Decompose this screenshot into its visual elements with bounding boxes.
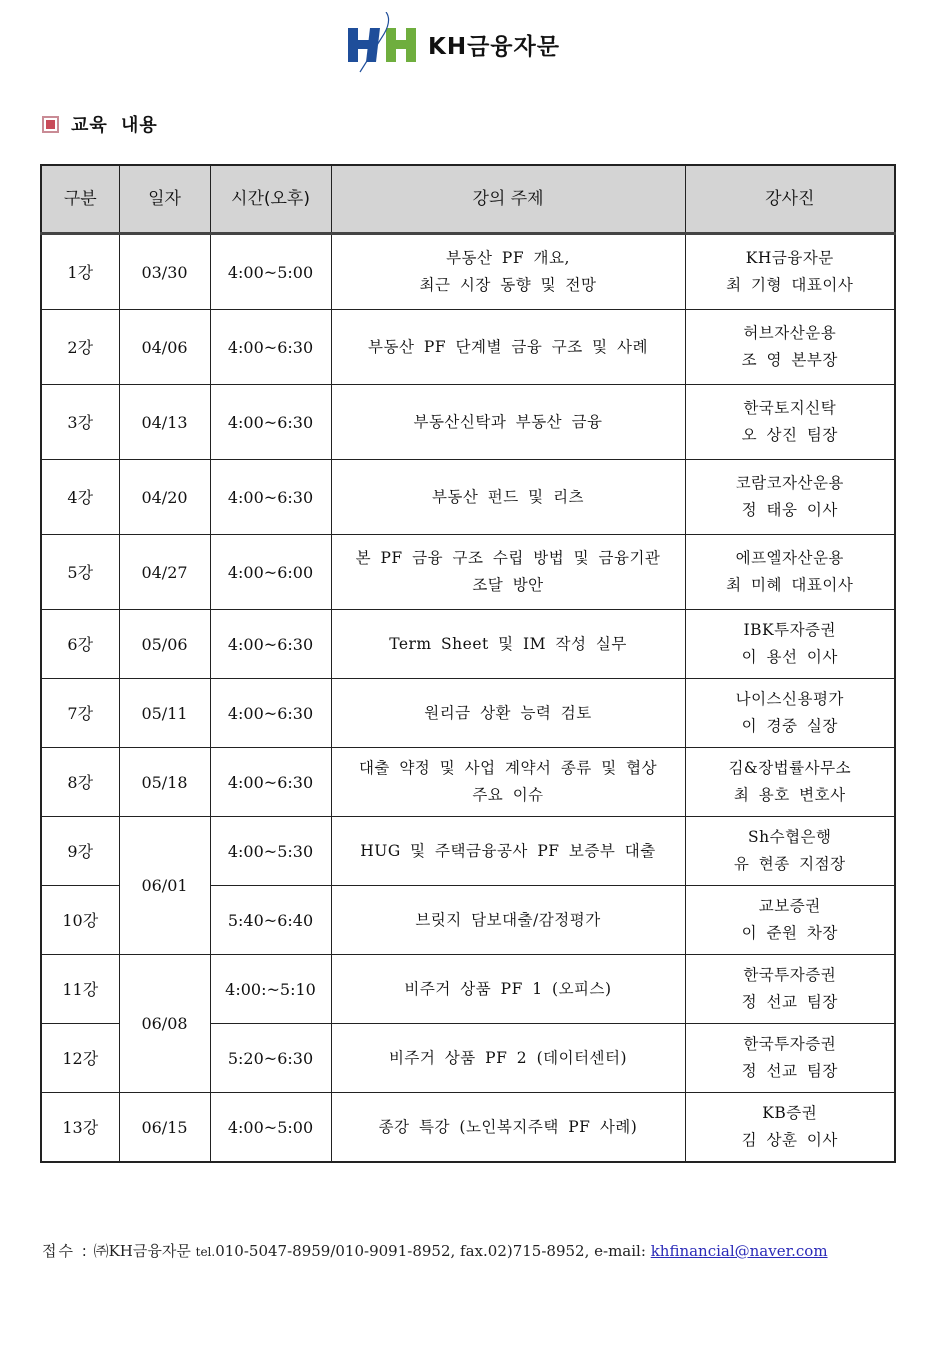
logo-company-name: KH금융자문 xyxy=(428,34,560,60)
lecture-time: 4:00~6:30 xyxy=(210,679,331,748)
lecture-topic: 비주거 상품 PF 1 (오피스) xyxy=(331,955,685,1024)
lecture-topic: 대출 약정 및 사업 계약서 종류 및 협상 주요 이슈 xyxy=(331,748,685,817)
lecture-no: 5강 xyxy=(41,535,119,610)
lecture-instructor: KB증권 김 상훈 이사 xyxy=(685,1093,895,1163)
table-row xyxy=(41,817,895,886)
lecture-instructor: 허브자산운용 조 영 본부장 xyxy=(685,310,895,385)
square-bullet-icon xyxy=(42,116,59,133)
table-row xyxy=(41,234,895,310)
lecture-instructor: Sh수협은행 유 현종 지점장 xyxy=(685,817,895,886)
lecture-instructor: 한국투자증권 정 선교 팀장 xyxy=(685,1024,895,1093)
table-row xyxy=(41,385,895,460)
lecture-topic: 비주거 상품 PF 2 (데이터센터) xyxy=(331,1024,685,1093)
section-heading xyxy=(42,111,158,137)
lecture-time: 5:40~6:40 xyxy=(210,886,331,955)
table-row xyxy=(41,535,895,610)
lecture-no: 11강 xyxy=(41,955,119,1024)
lecture-instructor: 한국토지신탁 오 상진 팀장 xyxy=(685,385,895,460)
lecture-no: 1강 xyxy=(41,234,119,310)
lecture-topic: 부동산 PF 개요, 최근 시장 동향 및 전망 xyxy=(331,234,685,310)
lecture-date: 04/06 xyxy=(119,310,210,385)
lecture-time: 4:00~6:30 xyxy=(210,460,331,535)
lecture-topic: 원리금 상환 능력 검토 xyxy=(331,679,685,748)
lecture-date: 05/18 xyxy=(119,748,210,817)
lecture-no: 3강 xyxy=(41,385,119,460)
lecture-topic: 부동산 펀드 및 리츠 xyxy=(331,460,685,535)
footer-tel: 010-5047-8959/010-9091-8952, xyxy=(215,1242,456,1260)
section-title: 교육 내용 xyxy=(71,115,158,136)
lecture-topic: 종강 특강 (노인복지주택 PF 사례) xyxy=(331,1093,685,1163)
lecture-time: 4:00:~5:10 xyxy=(210,955,331,1024)
lecture-no: 6강 xyxy=(41,610,119,679)
table-row xyxy=(41,1093,895,1163)
lecture-instructor: 한국투자증권 정 선교 팀장 xyxy=(685,955,895,1024)
table-row xyxy=(41,955,895,1024)
lecture-date: 04/20 xyxy=(119,460,210,535)
lecture-instructor: 교보증권 이 준원 차장 xyxy=(685,886,895,955)
email-link[interactable]: khfinancial@naver.com xyxy=(650,1242,828,1260)
col-header-topic: 강의 주제 xyxy=(331,165,685,234)
lecture-topic: 본 PF 금융 구조 수립 방법 및 금융기관 조달 방안 xyxy=(331,535,685,610)
lecture-time: 4:00~6:30 xyxy=(210,610,331,679)
lecture-topic: 부동산신탁과 부동산 금융 xyxy=(331,385,685,460)
lecture-time: 4:00~5:00 xyxy=(210,1093,331,1163)
lecture-date: 06/15 xyxy=(119,1093,210,1163)
lecture-time: 5:20~6:30 xyxy=(210,1024,331,1093)
lecture-topic: 브릿지 담보대출/감정평가 xyxy=(331,886,685,955)
col-header-time: 시간(오후) xyxy=(210,165,331,234)
lecture-time: 4:00~5:30 xyxy=(210,817,331,886)
lecture-date: 06/08 xyxy=(119,955,210,1093)
lecture-time: 4:00~6:00 xyxy=(210,535,331,610)
contact-footer xyxy=(42,1240,828,1261)
lecture-date: 05/11 xyxy=(119,679,210,748)
lecture-no: 12강 xyxy=(41,1024,119,1093)
lecture-date: 04/13 xyxy=(119,385,210,460)
footer-tel-prefix: tel. xyxy=(195,1245,216,1259)
lecture-instructor: KH금융자문 최 기형 대표이사 xyxy=(685,234,895,310)
footer-company: ㈜KH금융자문 xyxy=(93,1242,191,1260)
lecture-date: 04/27 xyxy=(119,535,210,610)
lecture-no: 2강 xyxy=(41,310,119,385)
lecture-no: 13강 xyxy=(41,1093,119,1163)
col-header-date: 일자 xyxy=(119,165,210,234)
lecture-no: 8강 xyxy=(41,748,119,817)
lecture-no: 4강 xyxy=(41,460,119,535)
lecture-date: 06/01 xyxy=(119,817,210,955)
lecture-no: 10강 xyxy=(41,886,119,955)
table-row xyxy=(41,460,895,535)
lecture-time: 4:00~6:30 xyxy=(210,385,331,460)
col-header-instructor: 강사진 xyxy=(685,165,895,234)
lecture-time: 4:00~5:00 xyxy=(210,234,331,310)
lecture-no: 9강 xyxy=(41,817,119,886)
lecture-time: 4:00~6:30 xyxy=(210,310,331,385)
table-row xyxy=(41,679,895,748)
lecture-instructor: 김&장법률사무소 최 용호 변호사 xyxy=(685,748,895,817)
kh-logo-mark-icon xyxy=(346,12,420,74)
lecture-date: 03/30 xyxy=(119,234,210,310)
lecture-instructor: 에프엘자산운용 최 미혜 대표이사 xyxy=(685,535,895,610)
course-schedule-table xyxy=(40,164,896,1163)
col-header-no: 구분 xyxy=(41,165,119,234)
lecture-topic: HUG 및 주택금융공사 PF 보증부 대출 xyxy=(331,817,685,886)
lecture-date: 05/06 xyxy=(119,610,210,679)
footer-label: 접수 : xyxy=(42,1242,89,1260)
lecture-topic: 부동산 PF 단계별 금융 구조 및 사례 xyxy=(331,310,685,385)
footer-fax: fax.02)715-8952, xyxy=(460,1242,590,1260)
company-logo xyxy=(346,6,586,72)
table-row xyxy=(41,610,895,679)
table-row xyxy=(41,748,895,817)
footer-email-label: e-mail: xyxy=(594,1242,646,1260)
lecture-topic: Term Sheet 및 IM 작성 실무 xyxy=(331,610,685,679)
table-row xyxy=(41,310,895,385)
lecture-time: 4:00~6:30 xyxy=(210,748,331,817)
lecture-instructor: 나이스신용평가 이 경중 실장 xyxy=(685,679,895,748)
lecture-instructor: IBK투자증권 이 용선 이사 xyxy=(685,610,895,679)
table-header-row xyxy=(41,165,895,234)
lecture-no: 7강 xyxy=(41,679,119,748)
lecture-instructor: 코람코자산운용 정 태웅 이사 xyxy=(685,460,895,535)
